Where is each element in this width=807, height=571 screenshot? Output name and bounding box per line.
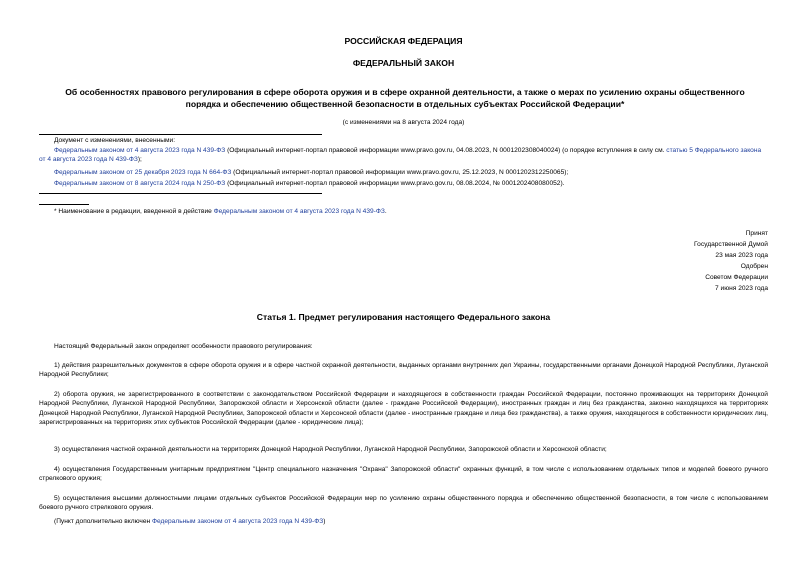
article-item: 4) осуществления Государственным унитарным предприятием "Центр специального назначения "Охрана" Запорожской области" охранных функций, в том числе с использованием отдельных типов и моделей боевого ручного стрелкового оружия; [39,466,768,483]
article-note-link[interactable]: Федеральным законом от 4 августа 2023 года N 439-ФЗ [151,518,324,525]
separator-line [39,193,322,194]
amendment-link[interactable]: статью 5 Федерального закона от 4 августа 2023 года N 439-ФЗ [39,147,762,164]
footnote-link[interactable]: Федеральным законом от 4 августа 2023 года N 439-ФЗ [213,208,385,215]
law-title: Об особенностях правового регулирования в сфере оборота оружия и в сфере охранной деятельности, а также о мерах по усилению охраны общественного порядка и обеспечению общественной безопасности в отдельных субъектах Российской Федерации* [65,87,745,109]
article-heading: Статья 1. Предмет регулирования настоящего Федерального закона [256,312,551,322]
country-heading: РОССИЙСКАЯ ФЕДЕРАЦИЯ [344,36,463,46]
article-item: 2) оборота оружия, не зарегистрированного в соответствии с законодательством Российской Федерации и находящегося в собственности граждан Российской Федерации, постоянно проживающих на территориях Донецкой Народной Республики, Луганской Народной Республики, Запорожской области и Херсонской области (далее - граждане Российской Федерации), иностранных граждан и лиц без гражданства, законно находящихся на территориях Донецкой Народной Республики, Луганской Народной Республики, Запорожской области и Херсонской области (далее - иностранные граждане и лица без гражданства), а также оружия, находящегося в собственности юридических лиц, зарегистрированных на территориях этих субъектов Российской Федерации (далее - юридические лица); [39,391,768,427]
article-item: 3) осуществления частной охранной деятельности на территориях Донецкой Народной Республики, Луганской Народной Республики, Запорожской области и Херсонской области; [54,446,607,453]
adoption-block: Принят Государственной Думой 23 мая 2023 года Одобрен Советом Федерации 7 июня 2023 года [694,230,768,292]
amendment-item: Федеральным законом от 8 августа 2024 года N 250-ФЗ (Официальный интернет-портал правовой информации www.pravo.gov.ru, 08.08.2024, № 0001202408080052). [54,180,565,187]
amendment-link[interactable]: Федеральным законом от 25 декабря 2023 года N 664-ФЗ [54,169,232,176]
article-item: 1) действия разрешительных документов в сфере оборота оружия и в сфере частной охранной деятельности, выданных органами внутренних дел Украины, государственными органами Донецкой Народной Республики, Луганской Народной Республики; [39,362,768,379]
amendments-intro: Документ с изменениями, внесенными: [54,137,176,144]
article-intro: Настоящий Федеральный закон определяет особенности правового регулирования: [54,343,313,350]
article-item: 5) осуществления высшими должностными лицами отдельных субъектов Российской Федерации мер по усилению охраны общественного порядка и обеспечению общественной безопасности, в том числе с использованием боевого ручного стрелкового оружия. [39,495,768,512]
revision-note: (с изменениями на 8 августа 2024 года) [342,119,465,126]
separator-line [39,134,322,135]
article-note: (Пункт дополнительно включен Федеральным законом от 4 августа 2023 года N 439-ФЗ) [54,518,326,525]
footnote: * Наименование в редакции, введенной в действие Федеральным законом от 4 августа 2023 года N 439-ФЗ. [54,208,387,215]
amendment-link[interactable]: Федеральным законом от 4 августа 2023 года N 439-ФЗ [54,147,226,154]
law-type-heading: ФЕДЕРАЛЬНЫЙ ЗАКОН [352,58,455,68]
amendment-item: Федеральным законом от 25 декабря 2023 года N 664-ФЗ (Официальный интернет-портал правовой информации www.pravo.gov.ru, 25.12.2023, N 0001202312250065); [54,169,569,176]
amendment-item: Федеральным законом от 4 августа 2023 года N 439-ФЗ (Официальный интернет-портал правовой информации www.pravo.gov.ru, 04.08.2023, N 0001202308040024) (о порядке вступления в силу см. статью 5 Федерального закона от 4 августа 2023 года N 439-ФЗ); [39,147,762,164]
amendment-link[interactable]: Федеральным законом от 8 августа 2024 года N 250-ФЗ [54,180,226,187]
footnote-line [39,204,89,205]
